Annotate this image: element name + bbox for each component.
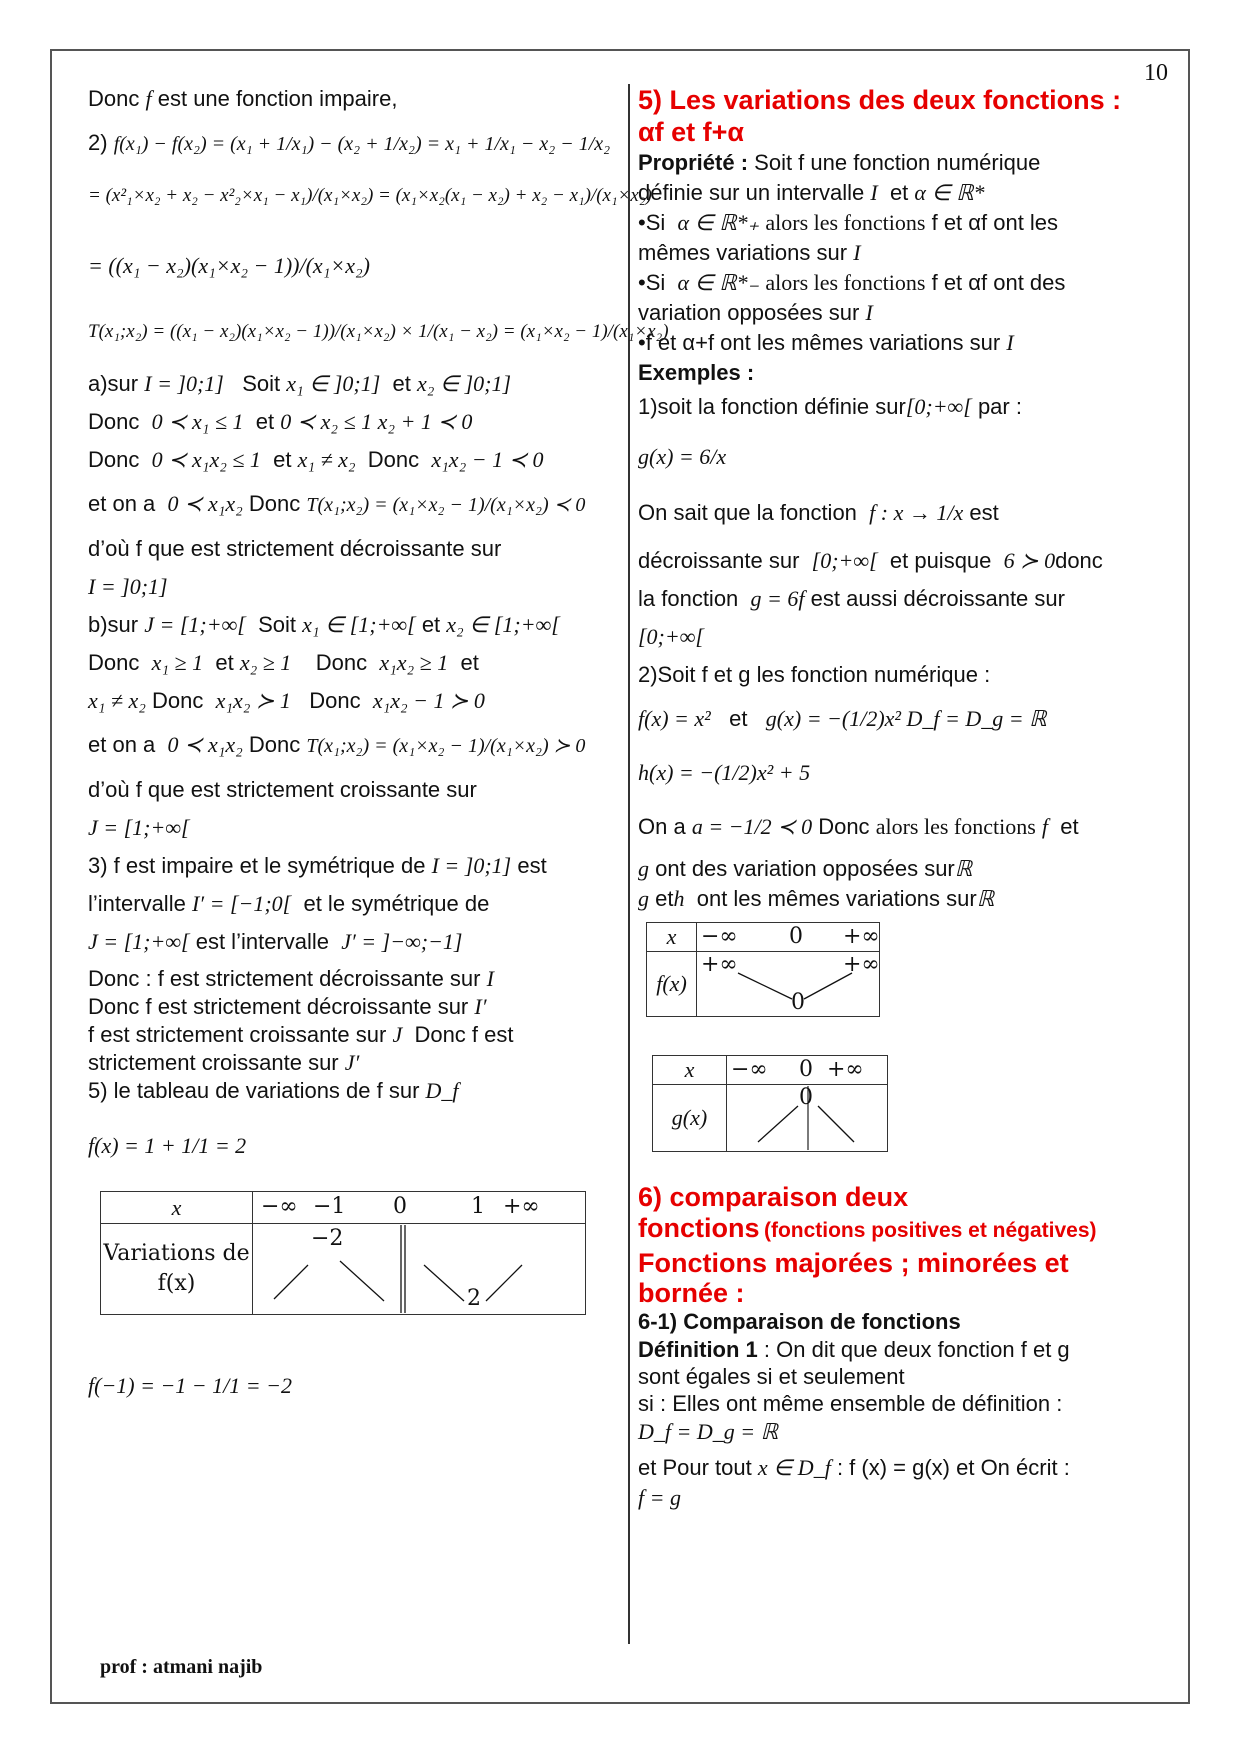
math: x₁ ∈ [1;+∞[	[302, 612, 416, 637]
line	[638, 758, 1178, 788]
section-6	[638, 1182, 1178, 1513]
text: : f (x) = g(x) et On écrit :	[836, 1455, 1070, 1480]
text: décroissante sur	[638, 548, 800, 573]
line	[88, 648, 628, 678]
text: Donc	[818, 814, 870, 839]
math: g(x)	[671, 1105, 708, 1130]
column-divider	[628, 84, 630, 1644]
math: ℝ	[976, 886, 995, 911]
math: g(x) = −(1/2)x² D_f = D_g = ℝ	[765, 706, 1047, 731]
x-value: +∞	[503, 1194, 540, 1219]
section-title-line	[638, 1212, 1178, 1248]
math: I	[853, 240, 861, 265]
text: et	[889, 180, 909, 205]
value: +∞	[701, 952, 738, 977]
line	[88, 251, 628, 281]
value: 0	[799, 1085, 813, 1110]
text: est	[969, 500, 999, 525]
line	[88, 534, 628, 564]
variation-table-f-square	[646, 922, 880, 1017]
math: h(x) = −(1/2)x² + 5	[638, 760, 811, 785]
math: x ∈ D_f	[757, 1455, 831, 1480]
line	[638, 1453, 1178, 1483]
line	[638, 854, 1178, 884]
math: x₂ ≥ 1	[239, 650, 292, 675]
text: alors les fonctions	[875, 814, 1036, 839]
math: x	[171, 1194, 182, 1220]
math: I	[1006, 330, 1014, 355]
text: et	[255, 409, 275, 434]
table-header-values	[727, 1056, 888, 1085]
text: •Si	[638, 270, 666, 295]
text: 1)soit la fonction définie sur	[638, 394, 906, 419]
line	[88, 445, 628, 475]
arrow-up	[274, 1265, 308, 1299]
math: x₂ ∈ ]0;1]	[417, 371, 512, 396]
math: D_f = D_g = ℝ	[638, 1419, 779, 1444]
text: et puisque	[889, 548, 992, 573]
text: Donc	[367, 447, 420, 472]
line	[638, 812, 1178, 842]
text: ont les mêmes variations sur	[696, 886, 977, 911]
math: x₁ ≥ 1	[151, 650, 204, 675]
text: et Pour tout	[638, 1455, 752, 1480]
table-row-label	[647, 952, 697, 1017]
value-max: −2	[311, 1226, 344, 1251]
math: J = [1;+∞[	[88, 815, 190, 840]
text: On a	[638, 814, 686, 839]
line	[638, 442, 1178, 472]
x-value: 1	[471, 1194, 485, 1219]
table-variations	[697, 952, 880, 1017]
text: et	[1060, 814, 1079, 839]
math: f(x) = 1 + 1/1 = 2	[88, 1133, 247, 1158]
text: (fonctions positives et négatives)	[763, 1219, 1097, 1242]
math: 0 ≺ x₁x₂	[167, 491, 243, 516]
text: Soit f une fonction numérique	[754, 150, 1041, 175]
text: définie sur un intervalle	[638, 180, 865, 205]
table-variations	[253, 1224, 586, 1315]
line	[88, 686, 628, 716]
math: g(x) = 6/x	[638, 444, 727, 469]
table-row-label	[653, 1085, 727, 1152]
line	[88, 927, 628, 957]
text: 2)Soit f et g les fonction numérique :	[638, 662, 991, 687]
text: alors les fonctions	[765, 210, 926, 235]
line	[88, 84, 628, 114]
line	[638, 584, 1178, 614]
x-value: +∞	[843, 924, 880, 949]
label: Définition 1	[638, 1337, 758, 1362]
table-header-values	[253, 1192, 586, 1224]
line	[638, 208, 1178, 238]
math: I = ]0;1]	[88, 574, 168, 599]
math: [0;+∞[	[905, 394, 972, 419]
math: g	[638, 856, 649, 881]
math: 0 ≺ x₁x₂ ≤ 1	[151, 447, 261, 472]
text: et	[460, 650, 479, 675]
author-footer: prof : atmani najib	[100, 1656, 263, 1678]
page-number: 10	[1144, 60, 1168, 86]
line	[638, 622, 1178, 652]
line	[88, 315, 669, 347]
x-value: +∞	[827, 1057, 864, 1082]
line	[638, 392, 1178, 422]
section-title: αf et f+α	[638, 117, 744, 147]
text: sont égales si et seulement	[638, 1364, 905, 1389]
text: Donc	[88, 447, 140, 472]
text: et	[273, 447, 292, 472]
arrow-down	[424, 1265, 464, 1301]
text: d’où f que est strictement décroissante sur	[88, 536, 502, 561]
line	[638, 1483, 1178, 1513]
math: α ∈ ℝ*	[914, 180, 985, 205]
variation-table-f	[100, 1191, 586, 1315]
math: α ∈ ℝ*₋	[677, 270, 760, 295]
text: d’où f que est strictement croissante sur	[88, 777, 477, 802]
text: a)sur	[88, 371, 139, 396]
table-row-label	[101, 1224, 253, 1315]
line	[638, 178, 1178, 208]
text: fonctions	[638, 1213, 760, 1243]
text: Donc	[88, 409, 140, 434]
text: Donc	[248, 732, 301, 757]
line	[638, 1390, 1178, 1417]
math: I′	[474, 994, 487, 1019]
line	[88, 993, 628, 1021]
math: ℝ	[954, 856, 973, 881]
text: et on a	[88, 491, 156, 516]
math: J	[392, 1022, 403, 1047]
text: Donc	[315, 650, 368, 675]
text: •f et α+f ont les mêmes variations sur	[638, 330, 1001, 355]
line	[88, 610, 628, 640]
math: I	[865, 300, 873, 325]
variation-table-g	[652, 1055, 888, 1152]
math: x	[684, 1057, 695, 1082]
math: f(−1) = −1 − 1/1 = −2	[88, 1373, 292, 1398]
x-value: 0	[789, 924, 803, 949]
text: et	[655, 886, 674, 911]
math: = (x²₁×x₂ + x₂ − x²₂×x₁ − x₁)/(x₁×x₂) = (x₁×x₂(x₁ − x₂) + x₂ − x₁)/(x₁×x₂)	[88, 185, 652, 206]
line	[638, 298, 1178, 328]
text: alors les fonctions	[765, 270, 926, 295]
math: J = [1;+∞[	[88, 929, 190, 954]
table-header-x	[647, 923, 697, 952]
math: I	[486, 966, 494, 991]
math: f : x → 1/x	[869, 500, 964, 525]
x-value: −∞	[731, 1057, 768, 1082]
line	[88, 1021, 628, 1049]
line	[88, 1049, 628, 1077]
line	[88, 407, 628, 437]
text: ont des variation opposées sur	[655, 856, 955, 881]
text: Soit	[258, 612, 296, 637]
line	[638, 498, 1178, 528]
math: a = −1/2 ≺ 0	[691, 814, 813, 839]
row-label: Variations de f(x)	[103, 1241, 250, 1296]
math: T(x₁;x₂) = ((x₁ − x₂)(x₁×x₂ − 1))/(x₁×x₂) × 1/(x₁ − x₂) = (x₁×x₂ − 1)/(x₁×x₂)	[88, 321, 669, 342]
math: J′	[344, 1050, 360, 1075]
math: h	[673, 886, 685, 911]
line	[638, 884, 1178, 914]
value-min: 2	[467, 1286, 481, 1311]
text: est	[517, 853, 547, 878]
text: et	[215, 650, 234, 675]
x-value: −∞	[701, 924, 738, 949]
math: 0 ≺ x₁x₂	[167, 732, 243, 757]
arrow-down	[738, 973, 792, 999]
table-header-x	[653, 1056, 727, 1085]
line	[638, 1363, 1178, 1390]
table-header-values	[697, 923, 880, 952]
text: Soit	[242, 371, 281, 396]
line	[88, 775, 628, 805]
line	[88, 1131, 628, 1161]
math: J = [1;+∞[	[144, 612, 246, 637]
math: 0 ≺ x₁ ≤ 1	[151, 409, 244, 434]
section-title: bornée :	[638, 1278, 745, 1308]
math: x₁ ≠ x₂	[297, 447, 356, 472]
arrow-down	[340, 1261, 384, 1301]
text: donc	[1055, 548, 1103, 573]
math: f	[1041, 814, 1049, 839]
text: 2)	[88, 130, 108, 155]
math: D_f	[425, 1078, 459, 1103]
line	[88, 179, 652, 211]
text: On sait que la fonction	[638, 500, 857, 525]
label: Propriété :	[638, 150, 749, 175]
line	[88, 572, 628, 602]
text: Donc f est strictement décroissante sur	[88, 994, 469, 1019]
text: strictement croissante sur	[88, 1050, 339, 1075]
math: [0;+∞[	[811, 548, 878, 573]
math: g	[638, 886, 649, 911]
right-column	[638, 84, 1178, 1513]
line	[638, 1336, 1178, 1363]
math: [0;+∞[	[638, 624, 704, 649]
math: f(x)	[656, 971, 687, 996]
value: +∞	[843, 952, 880, 977]
text: et le symétrique de	[303, 891, 490, 916]
line	[88, 730, 628, 761]
line	[88, 128, 628, 159]
math: x₂ ∈ [1;+∞[	[446, 612, 560, 637]
subsection-title: 6-1) Comparaison de fonctions	[638, 1309, 961, 1334]
math: f = g	[638, 1485, 681, 1510]
math: I	[870, 180, 878, 205]
line	[88, 489, 628, 520]
text: Donc : f est strictement décroissante sur	[88, 966, 481, 991]
text: Donc f est	[414, 1022, 514, 1047]
value: 0	[791, 990, 805, 1015]
math: T(x₁;x₂) = (x₁×x₂ − 1)/(x₁×x₂) ≺ 0	[306, 494, 586, 516]
text: et	[421, 612, 441, 637]
math: 6 ≻ 0	[1003, 548, 1056, 573]
x-value: −∞	[261, 1194, 298, 1219]
text: 5) le tableau de variations de f sur	[88, 1078, 420, 1103]
math: x₁x₂ ≥ 1	[379, 650, 449, 675]
line	[638, 328, 1178, 358]
text: et on a	[88, 732, 156, 757]
examples-heading: Exemples :	[638, 360, 755, 385]
math: f(x₁) − f(x₂) = (x₁ + 1/x₁) − (x₂ + 1/x₂) = x₁ + 1/x₁ − x₂ − 1/x₂	[113, 133, 611, 155]
math: α ∈ ℝ*₊	[677, 210, 760, 235]
section-title: 6) comparaison deux	[638, 1182, 909, 1212]
text: Donc	[248, 491, 301, 516]
line	[638, 268, 1178, 298]
math: I = ]0;1]	[144, 371, 224, 396]
text: si : Elles ont même ensemble de définition :	[638, 1391, 1063, 1416]
text: f et αf ont des	[931, 270, 1066, 295]
x-value: −1	[313, 1194, 346, 1219]
math: = ((x₁ − x₂)(x₁×x₂ − 1))/(x₁×x₂)	[88, 253, 370, 278]
line	[638, 704, 1178, 734]
math: x₁x₂ − 1 ≻ 0	[372, 688, 485, 713]
line	[638, 546, 1178, 576]
table-header-x	[101, 1192, 253, 1224]
math: f	[145, 86, 152, 111]
math: I′ = [−1;0[	[191, 891, 292, 916]
math: g = 6f	[750, 586, 805, 611]
math: x₁ ≠ x₂	[88, 688, 146, 713]
line	[88, 369, 628, 399]
line	[638, 1417, 1178, 1447]
line	[638, 148, 1178, 178]
text: f est strictement croissante sur	[88, 1022, 387, 1047]
text: Donc	[152, 688, 204, 713]
section-title: Fonctions majorées ; minorées et	[638, 1248, 1069, 1278]
line	[88, 851, 628, 881]
line	[88, 1077, 628, 1105]
math: I = ]0;1]	[431, 853, 512, 878]
text: Donc	[88, 650, 140, 675]
arrow-up	[486, 1265, 522, 1301]
text: est une fonction impaire,	[157, 86, 398, 111]
variation-arrows	[254, 1225, 584, 1313]
x-value: 0	[799, 1057, 813, 1082]
text: est aussi décroissante sur	[810, 586, 1065, 611]
math: x₁ ∈ ]0;1]	[286, 371, 381, 396]
arrow-down	[818, 1106, 854, 1142]
text: f et αf ont les	[931, 210, 1059, 235]
math: x	[666, 924, 677, 949]
text: variation opposées sur	[638, 300, 860, 325]
table-variations	[727, 1085, 888, 1152]
text: la fonction	[638, 586, 739, 611]
x-value: 0	[393, 1194, 407, 1219]
line	[638, 660, 1178, 690]
text: mêmes variations sur	[638, 240, 848, 265]
arrow-up	[758, 1106, 798, 1142]
math: 0 ≺ x₂ ≤ 1 x₂ + 1 ≺ 0	[280, 409, 473, 434]
line	[88, 889, 628, 919]
line	[88, 965, 628, 993]
math: J′ = ]−∞;−1]	[341, 929, 463, 954]
text: : On dit que deux fonction f et g	[757, 1337, 1070, 1362]
math: f(x) = x²	[638, 706, 711, 731]
text: et	[392, 371, 411, 396]
line	[88, 1371, 628, 1401]
math: T(x₁;x₂) = (x₁×x₂ − 1)/(x₁×x₂) ≻ 0	[306, 735, 586, 757]
text: Donc	[88, 86, 140, 111]
line	[88, 813, 628, 843]
text: par :	[977, 394, 1022, 419]
math: x₁x₂ ≻ 1	[215, 688, 291, 713]
line	[638, 238, 1178, 268]
text: est l’intervalle	[195, 929, 329, 954]
text: b)sur	[88, 612, 139, 637]
text: 3) f est impaire et le symétrique de	[88, 853, 426, 878]
text: et	[729, 706, 748, 731]
section-title: 5) Les variations des deux fonctions :	[638, 85, 1122, 115]
text: •Si	[638, 210, 666, 235]
text: Donc	[309, 688, 361, 713]
math: x₁x₂ − 1 ≺ 0	[431, 447, 544, 472]
text: l’intervalle	[88, 891, 186, 916]
